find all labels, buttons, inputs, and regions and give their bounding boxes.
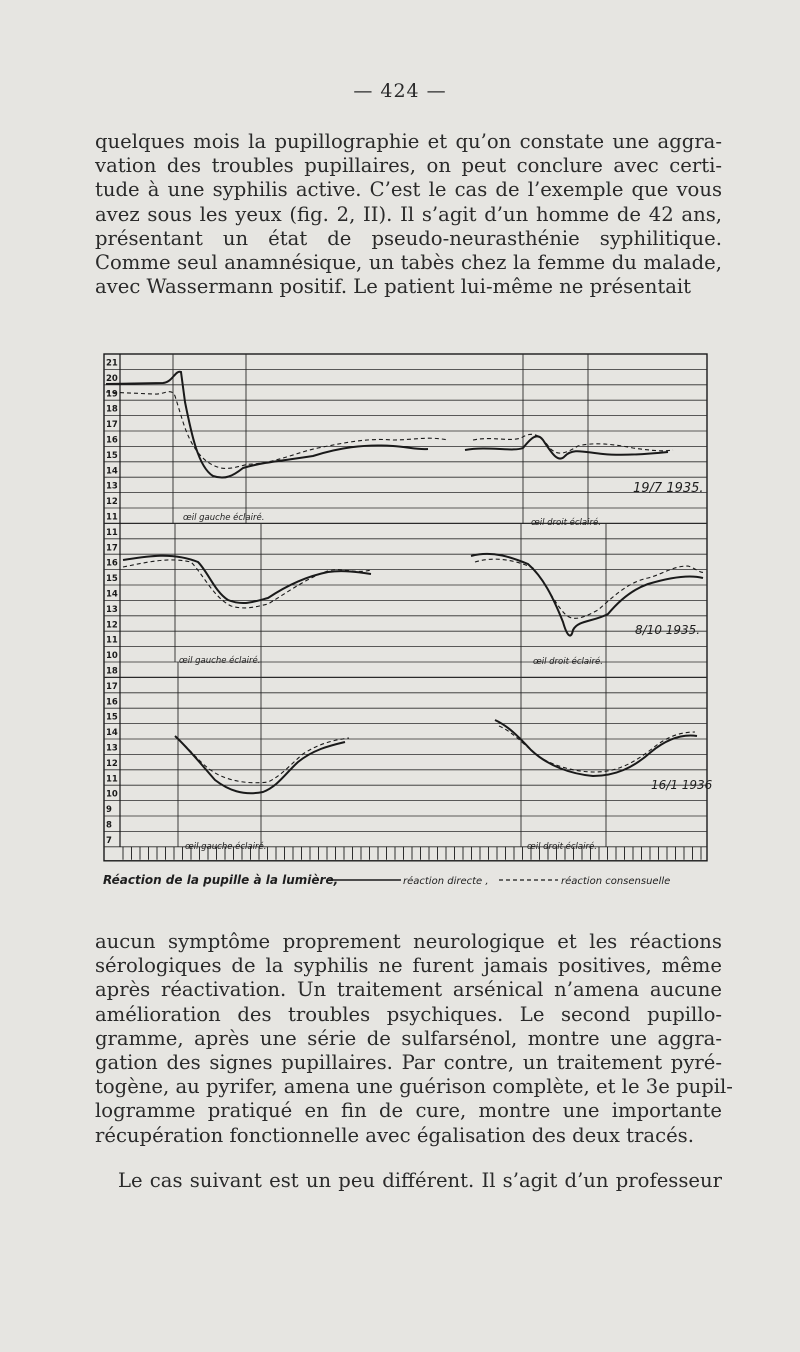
paragraph-3 — [118, 1169, 722, 1193]
y-tick-label: 20 — [106, 373, 118, 384]
y-tick-label: 11 — [106, 512, 118, 523]
y-tick-label: 17 — [106, 543, 118, 554]
panel2-right-label: œil droit éclairé. — [533, 657, 603, 667]
y-tick-label: 12 — [106, 497, 118, 508]
text-line: logramme pratiqué en fin de cure, montre une importante — [95, 1099, 722, 1123]
text-line: après réactivation. Un traitement arsénical n’amena aucune — [95, 978, 722, 1002]
figure-grid — [104, 354, 707, 861]
y-tick-label: 15 — [106, 574, 118, 585]
paragraph-2 — [95, 930, 733, 1148]
y-tick-labels — [106, 359, 118, 846]
caption-dashed: réaction consensuelle — [561, 876, 671, 887]
text-line: togène, au pyrifer, amena une guérison complète, et le 3e pupil- — [95, 1075, 733, 1099]
y-tick-label: 14 — [106, 466, 118, 477]
text-line: tude à une syphilis active. C’est le cas de l’exemple que vous — [95, 178, 722, 202]
y-tick-label: 15 — [106, 712, 118, 723]
y-tick-label: 18 — [106, 666, 118, 677]
curve-p2-right-consensual — [475, 559, 705, 618]
y-tick-label: 8 — [106, 820, 112, 831]
y-tick-label: 12 — [106, 758, 118, 769]
y-tick-label: 14 — [106, 728, 118, 739]
y-tick-label: 11 — [106, 774, 118, 785]
y-tick-label: 16 — [106, 435, 118, 446]
curve-p3-right-direct — [495, 720, 697, 776]
y-tick-label: 16 — [106, 697, 118, 708]
y-tick-label: 21 — [106, 358, 118, 369]
y-tick-label: 13 — [106, 743, 118, 754]
text-line: aucun symptôme proprement neurologique et les réactions — [95, 930, 722, 953]
panel3-date: 16/1 1936 — [651, 778, 713, 792]
text-line: Comme seul anamnésique, un tabès chez la femme du malade, — [95, 251, 722, 275]
pupil-curves — [106, 372, 705, 793]
panel3-left-label: œil gauche éclairé. — [185, 842, 267, 852]
y-tick-label: 11 — [106, 527, 118, 538]
text-line: gation des signes pupillaires. Par contre, un traitement pyré- — [95, 1051, 722, 1075]
panel1-left-label: œil gauche éclairé. — [183, 513, 265, 523]
curve-p1-right-consensual — [473, 434, 673, 453]
curve-p1-left-consensual — [106, 392, 448, 469]
page-number: — 424 — — [353, 80, 447, 102]
text-line: présentant un état de pseudo-neurasthénie syphilitique. — [95, 226, 722, 250]
panel2-left-label: œil gauche éclairé. — [179, 656, 261, 666]
text-line: vation des troubles pupillaires, on peut conclure avec certi- — [95, 154, 722, 178]
panel1-right-label: œil droit éclairé. — [531, 518, 601, 528]
curve-p3-left-direct — [175, 736, 345, 793]
y-tick-label: 12 — [106, 620, 118, 631]
text-line: avez sous les yeux (fig. 2, II). Il s’agit d’un homme de 42 ans, — [95, 202, 722, 226]
y-tick-label: 13 — [106, 481, 118, 492]
y-tick-label: 15 — [106, 450, 118, 461]
y-tick-label: 18 — [106, 404, 118, 415]
y-tick-label: 10 — [106, 651, 118, 662]
curve-p3-left-consensual — [179, 738, 349, 783]
panel-labels — [179, 481, 713, 852]
caption-solid: réaction directe , — [403, 876, 489, 887]
y-tick-label: 17 — [106, 420, 118, 431]
y-tick-label: 10 — [106, 789, 118, 800]
curve-p3-right-consensual — [499, 726, 695, 772]
figure-caption — [103, 873, 670, 887]
panel1-date: 19/7 1935. — [633, 481, 704, 496]
curve-p2-left-direct — [123, 556, 371, 603]
y-tick-label: 16 — [106, 558, 118, 569]
text-line: Le cas suivant est un peu différent. Il s’agit d’un professeur — [118, 1169, 722, 1192]
text-line: amélioration des troubles psychiques. Le second pupillo- — [95, 1002, 722, 1026]
text-line: sérologiques de la syphilis ne furent jamais positives, même — [95, 954, 722, 978]
text-line: avec Wassermann positif. Le patient lui-même ne présentait — [95, 275, 692, 299]
curve-p1-right-direct — [465, 436, 668, 458]
y-tick-label: 13 — [106, 604, 118, 615]
panel3-right-label: œil droit éclairé. — [527, 842, 597, 852]
caption-title: Réaction de la pupille à la lumière, — [103, 873, 339, 887]
y-tick-label: 9 — [106, 805, 112, 816]
y-tick-label: 17 — [106, 681, 118, 692]
text-line: récupération fonctionnelle avec égalisation des deux tracés. — [95, 1123, 694, 1147]
y-tick-label: 14 — [106, 589, 118, 600]
paragraph-1 — [95, 130, 722, 299]
y-tick-label: 7 — [106, 835, 112, 846]
pupillogram-figure — [103, 352, 713, 892]
y-tick-label: 19 — [106, 389, 118, 400]
figure-frame — [104, 354, 707, 861]
y-tick-label: 11 — [106, 635, 118, 646]
text-line: gramme, après une série de sulfarsénol, montre une aggra- — [95, 1026, 722, 1050]
panel2-date: 8/10 1935. — [635, 623, 701, 637]
text-line: quelques mois la pupillographie et qu’on constate une aggra- — [95, 130, 722, 153]
